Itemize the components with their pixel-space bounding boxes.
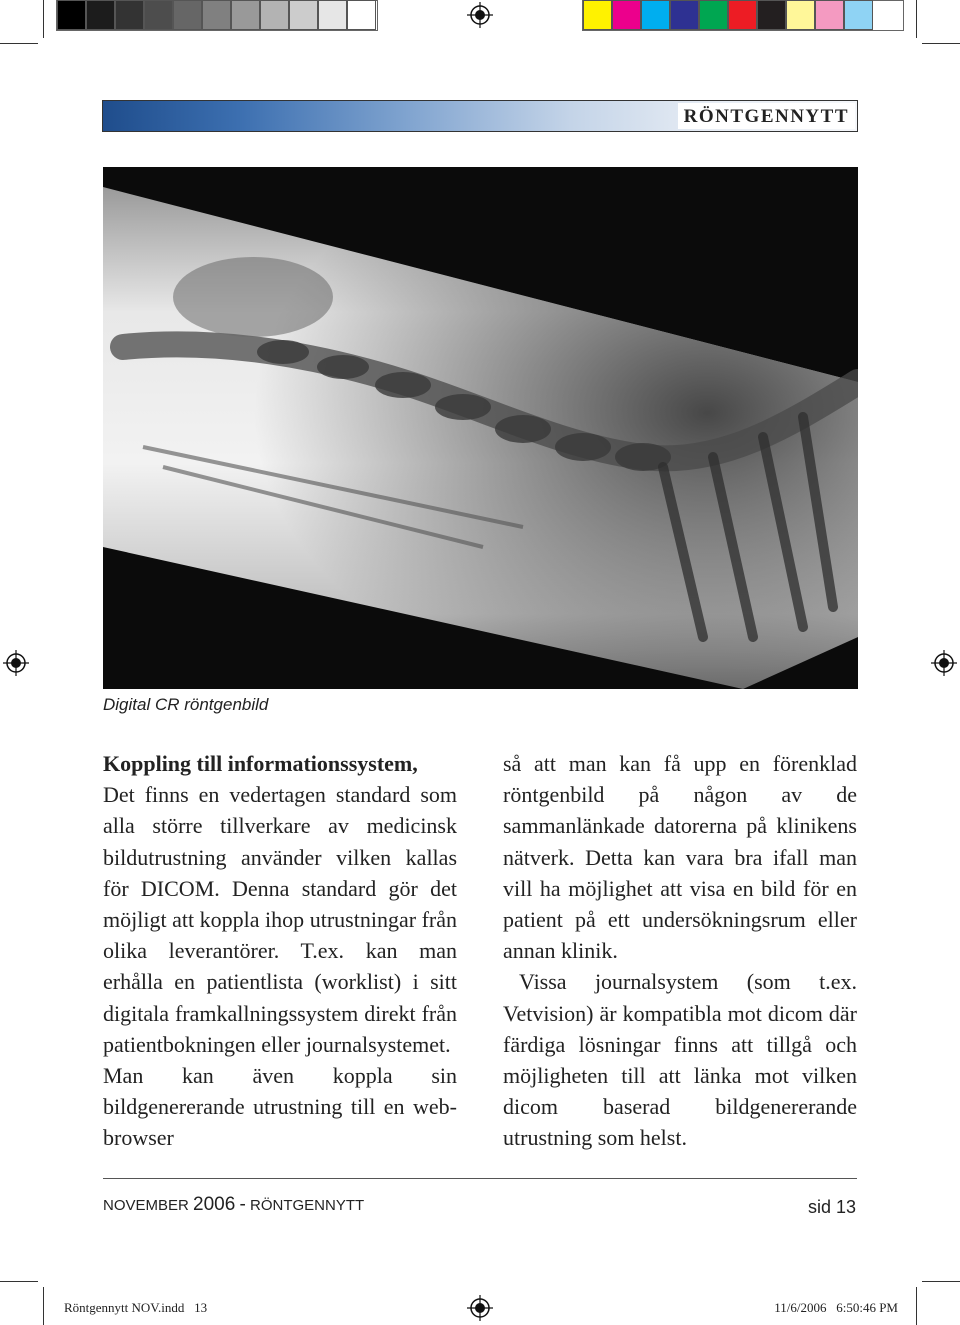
header-banner <box>102 100 858 132</box>
color-swatch <box>57 0 86 30</box>
color-swatch <box>144 0 173 30</box>
color-swatch <box>289 0 318 30</box>
color-swatch <box>699 0 728 30</box>
article-column-right <box>503 748 857 1154</box>
article-paragraph: Vissa journalsystem (som t.ex. Vetvision) är kompatibla mot dicom där färdiga lösningar finns att tillgå och möjligheten till att länka mot vilken dicom baserad bildgenererande utrustning som helst. <box>503 969 857 1151</box>
crop-mark <box>0 43 38 44</box>
color-swatch <box>115 0 144 30</box>
color-swatch <box>347 0 376 30</box>
color-swatch <box>86 0 115 30</box>
article-column-left <box>103 748 457 1154</box>
color-swatch <box>728 0 757 30</box>
registration-mark-top <box>467 2 493 28</box>
xray-illustration <box>103 167 858 689</box>
footer-rule <box>103 1178 857 1179</box>
article-paragraph: så att man kan få upp en förenklad röntgenbild på någon av de sammanlänkade datorerna på klinikens nätverk. Detta kan vara bra ifall man vill ha möjlighet att visa en bild för en patient på ett undersökningsrum eller annan klinik. <box>503 751 857 964</box>
registration-mark-bottom <box>467 1295 493 1321</box>
crop-mark <box>43 1287 44 1325</box>
color-swatch <box>318 0 347 30</box>
article-paragraph: Man kan även koppla sin bildgenererande utrustning till en web-browser <box>103 1063 457 1151</box>
crop-mark <box>922 43 960 44</box>
footer-month: NOVEMBER <box>103 1197 189 1214</box>
article-paragraph: Det finns en vedertagen standard som alla större tillverkare av medicinsk bildutrustning använder vilken kallas för DICOM. Denna standard gör det möjligt att koppla ihop utrustningar från olika leverantörer. T.ex. kan man erhålla en patientlista (worklist) i sitt digitala framkallningssystem direkt från patientbokningen eller journalsystemet. <box>103 782 457 1057</box>
registration-mark-right <box>931 650 957 676</box>
crop-mark <box>43 0 44 38</box>
crop-mark <box>0 1281 38 1282</box>
crop-mark <box>916 0 917 38</box>
footer-dash: - <box>239 1194 246 1215</box>
color-swatch <box>641 0 670 30</box>
xray-image <box>103 167 858 689</box>
color-swatch <box>173 0 202 30</box>
color-swatch <box>231 0 260 30</box>
color-swatch <box>670 0 699 30</box>
slug-timestamp: 11/6/2006 6:50:46 PM <box>774 1300 898 1315</box>
color-swatch <box>757 0 786 30</box>
slug-file: Röntgennytt NOV.indd 13 <box>64 1300 208 1315</box>
color-swatch <box>844 0 873 30</box>
color-swatch <box>583 0 612 30</box>
article-heading: Koppling till informationssystem, <box>103 751 418 776</box>
crop-mark <box>916 1287 917 1325</box>
color-swatch <box>815 0 844 30</box>
header-tag: RÖNTGENNYTT <box>678 103 855 129</box>
figure-caption: Digital CR röntgenbild <box>103 695 269 714</box>
footer-publication: RÖNTGENNYTT <box>249 1197 365 1214</box>
color-swatch <box>202 0 231 30</box>
crop-mark <box>922 1281 960 1282</box>
footer-year: 2006 <box>193 1194 236 1215</box>
footer-issue <box>103 1194 364 1216</box>
color-swatch <box>612 0 641 30</box>
color-swatch <box>260 0 289 30</box>
color-swatch <box>786 0 815 30</box>
page-number: sid 13 <box>807 1197 856 1217</box>
registration-mark-left <box>3 650 29 676</box>
